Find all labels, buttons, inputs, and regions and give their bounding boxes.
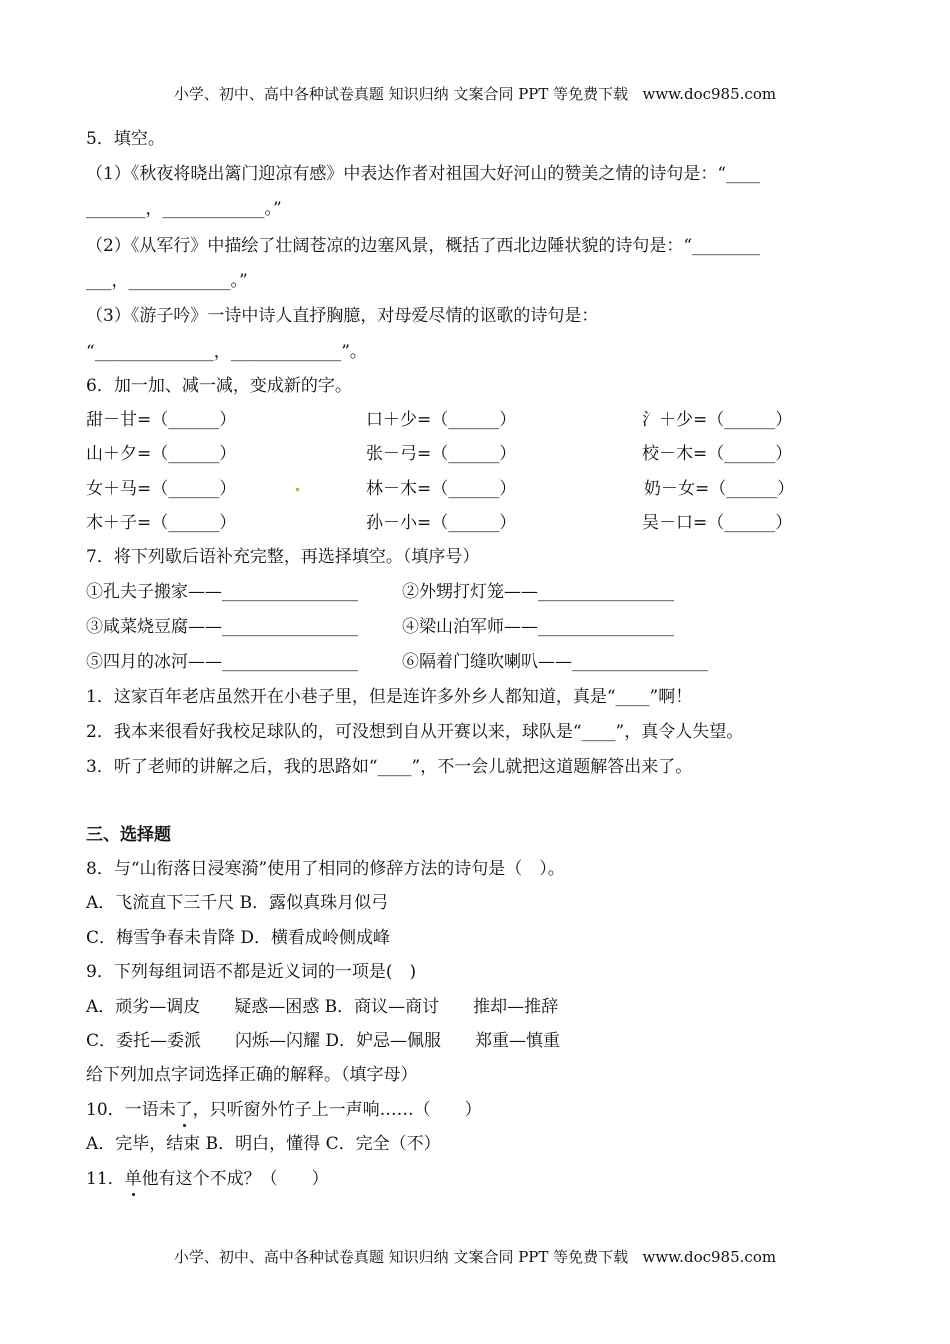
q6-item: 校－木=（______） bbox=[642, 444, 793, 464]
q7-item: ⑥隔着门缝吹喇叭——________________ bbox=[402, 652, 708, 672]
q11-question: 11．单他有这个不成？（ ） bbox=[86, 1169, 329, 1189]
page-header: 小学、初中、高中各种试卷真题 知识归纳 文案合同 PPT 等免费下载 www.doc985.com bbox=[173, 85, 777, 103]
q6-item: 张－弓=（______） bbox=[366, 444, 517, 464]
emphasis-dot-char: 了 bbox=[175, 1100, 193, 1120]
q7-sentence-2: 2．我本来很看好我校足球队的，可没想到自从开赛以来，球队是“____”，真令人失望。 bbox=[86, 722, 744, 742]
q6-item: 孙－小=（______） bbox=[366, 513, 517, 533]
q7-item: ⑤四月的冰河——________________ bbox=[86, 652, 358, 672]
q6-item: 木＋子=（______） bbox=[86, 513, 237, 533]
q8-options-ab: A．飞流直下三千尺 B．露似真珠月似弓 bbox=[86, 893, 389, 913]
q9-options-ab: A．顽劣—调皮 疑惑—困惑 B．商议—商讨 推却—推辞 bbox=[86, 997, 559, 1017]
q9-question: 9．下列每组词语不都是近义词的一项是( ) bbox=[86, 962, 417, 982]
explain-instruction: 给下列加点字词选择正确的解释。（填字母） bbox=[86, 1065, 418, 1085]
q6-item: 女＋马=（______） bbox=[86, 479, 237, 499]
q7-sentence-3: 3．听了老师的讲解之后，我的思路如“____”，不一会儿就把这道题解答出来了。 bbox=[86, 757, 693, 777]
q5-line-1: （1）《秋夜将晓出篱门迎凉有感》中表达作者对祖国大好河山的赞美之情的诗句是：“____ bbox=[86, 164, 761, 184]
emphasis-dot-char: 单 bbox=[124, 1169, 142, 1189]
q6-item: 甜－甘=（______） bbox=[86, 410, 237, 430]
q7-item: ③咸菜烧豆腐——________________ bbox=[86, 617, 358, 637]
page-footer: 小学、初中、高中各种试卷真题 知识归纳 文案合同 PPT 等免费下载 www.doc985.com bbox=[173, 1248, 777, 1266]
q5-line-2: _______，____________。” bbox=[86, 199, 282, 219]
q8-question: 8．与“山衔落日浸寒漪”使用了相同的修辞方法的诗句是（ ）。 bbox=[86, 859, 565, 879]
q7-title: 7．将下列歇后语补充完整，再选择填空。（填序号） bbox=[86, 547, 480, 567]
q6-title: 6．加一加、减一减，变成新的字。 bbox=[86, 376, 352, 396]
q7-item: ④梁山泊军师——________________ bbox=[402, 617, 674, 637]
q5-title: 5．填空。 bbox=[86, 129, 165, 149]
q6-item: 奶－女=（______） bbox=[644, 479, 795, 499]
section-heading: 三、选择题 bbox=[86, 825, 171, 845]
q8-options-cd: C．梅雪争春未肯降 D．横看成岭侧成峰 bbox=[86, 928, 391, 948]
q7-sentence-1: 1．这家百年老店虽然开在小巷子里，但是连许多外乡人都知道，真是“____”啊！ bbox=[86, 687, 693, 707]
stray-mark bbox=[296, 488, 299, 491]
q10-options: A．完毕，结束 B．明白，懂得 C．完全（不） bbox=[86, 1134, 441, 1154]
q5-line-5: （3）《游子吟》一诗中诗人直抒胸臆，对母爱尽情的讴歌的诗句是： bbox=[86, 306, 599, 326]
q6-item: 氵＋少=（______） bbox=[642, 410, 793, 430]
q6-item: 口＋少=（______） bbox=[366, 410, 517, 430]
q5-line-3: （2）《从军行》中描绘了壮阔苍凉的边塞风景，概括了西北边陲状貌的诗句是：“________ bbox=[86, 236, 761, 256]
q9-options-cd: C．委托—委派 闪烁—闪耀 D．妒忌—佩服 郑重—慎重 bbox=[86, 1031, 561, 1051]
q6-item: 吴－口=（______） bbox=[642, 513, 793, 533]
q10-question: 10．一语未了，只听窗外竹子上一声响……（ ） bbox=[86, 1100, 482, 1120]
q5-line-6: “______________，_____________”。 bbox=[86, 342, 367, 362]
q7-item: ①孔夫子搬家——________________ bbox=[86, 582, 358, 602]
q7-item: ②外甥打灯笼——________________ bbox=[402, 582, 674, 602]
q6-item: 山＋夕=（______） bbox=[86, 444, 237, 464]
q6-item: 林－木=（______） bbox=[366, 479, 517, 499]
q5-line-4: ___，____________。” bbox=[86, 271, 248, 291]
